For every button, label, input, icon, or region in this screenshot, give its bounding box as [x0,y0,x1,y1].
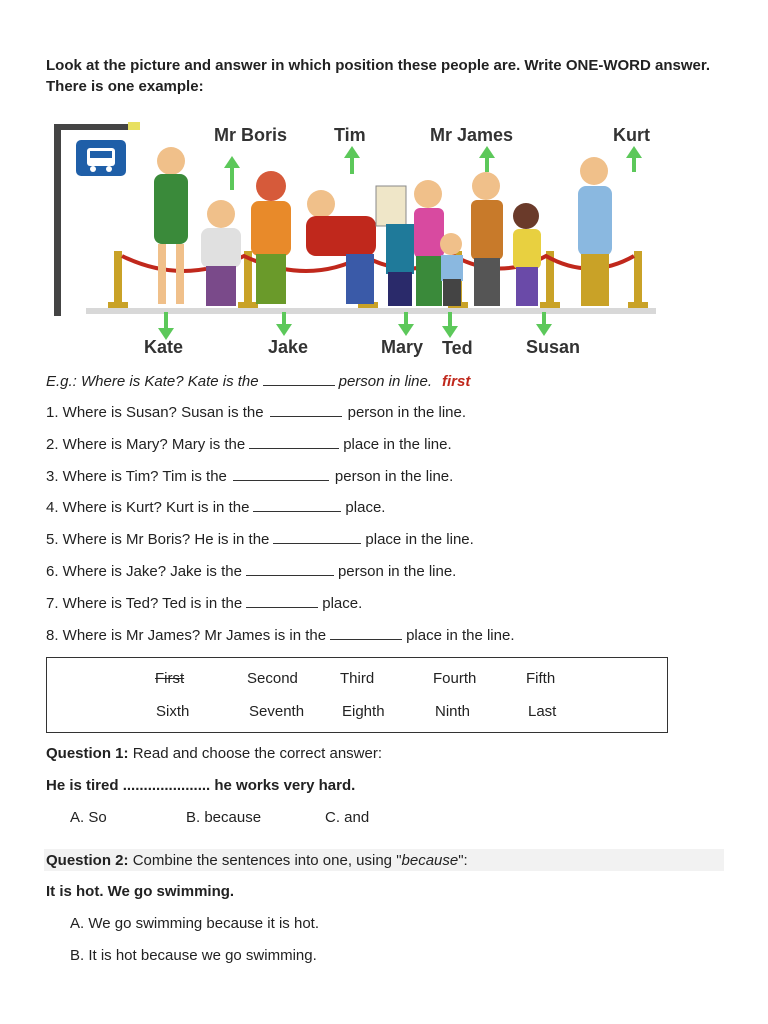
person-tim [306,190,376,304]
bus-stop-pole [54,126,61,316]
question-text-after: place in the line. [406,627,515,644]
question-1-label: Question 1: [46,745,129,762]
question-text-after: place. [345,499,386,516]
question-text-after: place in the line. [343,436,452,453]
question-text: 7. Where is Ted? Ted is in the [46,595,243,612]
question-2-prompt: Combine the sentences into one, using " [132,852,402,869]
label-susan: Susan [526,337,581,357]
word-second: Second [247,670,298,687]
word-third: Third [340,670,375,687]
person-susan [513,203,541,306]
word-fourth: Fourth [433,670,477,687]
question-text: 8. Where is Mr James? Mr James is in the [46,627,327,644]
label-kate: Kate [144,337,184,357]
question-2-sentence: It is hot. We go swimming. [46,883,235,900]
question-text: 1. Where is Susan? Susan is the [46,404,264,421]
question-text: 6. Where is Jake? Jake is the [46,563,242,580]
answer-blank[interactable] [273,531,361,544]
word-seventh: Seventh [249,703,305,720]
person-mr-james [376,186,414,306]
label-ted: Ted [442,338,473,358]
word-first: First [155,670,185,687]
question-text: 2. Where is Mary? Mary is the [46,436,246,453]
bus-stop-icon [76,140,126,176]
question-2-heading [46,852,468,869]
answer-blank[interactable] [330,627,402,640]
answer-blank[interactable] [246,563,334,576]
question-2-label: Question 2: [46,852,129,869]
example-answer: first [442,373,471,390]
option-b[interactable]: B. because [186,809,262,826]
question-text-after: person in the line. [347,404,467,421]
label-mary: Mary [381,337,424,357]
option-c[interactable]: C. and [325,809,370,826]
answer-blank[interactable] [246,595,318,608]
question-text: 4. Where is Kurt? Kurt is in the [46,499,250,516]
queue-illustration [46,116,670,364]
question-line [46,404,466,421]
question-text: 5. Where is Mr Boris? He is in the [46,531,270,548]
example-line [46,373,470,390]
question-text-after: place in the line. [365,531,474,548]
word-fifth: Fifth [526,670,556,687]
person-mr-boris [201,200,241,306]
question-line [46,531,474,548]
question-line [46,436,452,453]
option-a[interactable]: A. We go swimming because it is hot. [70,915,319,932]
label-tim: Tim [334,125,366,145]
question-1-heading [46,745,382,762]
person-mary [414,180,444,306]
person-jake [251,171,291,304]
person-kurt [578,157,612,306]
question-1-prompt: Read and choose the correct answer: [132,745,382,762]
example-text: E.g.: Where is Kate? Kate is the [46,373,259,390]
question-line [46,499,385,516]
option-b[interactable]: B. It is hot because we go swimming. [70,947,317,964]
question-text-after: person in the line. [334,468,454,485]
word-last: Last [528,703,557,720]
question-text-after: person in the line. [337,563,457,580]
question-text: 3. Where is Tim? Tim is the [46,468,227,485]
instructions: Look at the picture and answer in which position these people are. Write ONE-WORD answer. There is one example: [46,57,711,95]
question-line [46,595,362,612]
example-blank [263,373,335,386]
question-text-after: place. [322,595,363,612]
option-a[interactable]: A. So [70,809,107,826]
answer-blank[interactable] [253,499,341,512]
word-bank [46,657,668,733]
question-2-prompt-em: because [401,852,459,869]
person-kate [154,147,188,304]
person-ted [440,233,463,306]
word-ninth: Ninth [435,703,471,720]
question-1-sentence: He is tired ..................... he works very hard. [46,777,356,794]
label-mr-boris: Mr Boris [214,125,288,145]
label-kurt: Kurt [613,125,650,145]
label-jake: Jake [268,337,309,357]
person-extra [471,172,503,306]
question-line [46,627,514,644]
word-sixth: Sixth [156,703,190,720]
example-text-after: person in line. [338,373,433,390]
question-2-prompt-end: ": [458,852,468,869]
label-mr-james: Mr James [430,125,514,145]
answer-blank[interactable] [249,436,339,449]
word-eighth: Eighth [342,703,385,720]
queue-picture [46,116,670,364]
answer-blank[interactable] [233,468,329,481]
question-line [46,468,453,485]
question-line [46,563,456,580]
answer-blank[interactable] [270,404,342,417]
